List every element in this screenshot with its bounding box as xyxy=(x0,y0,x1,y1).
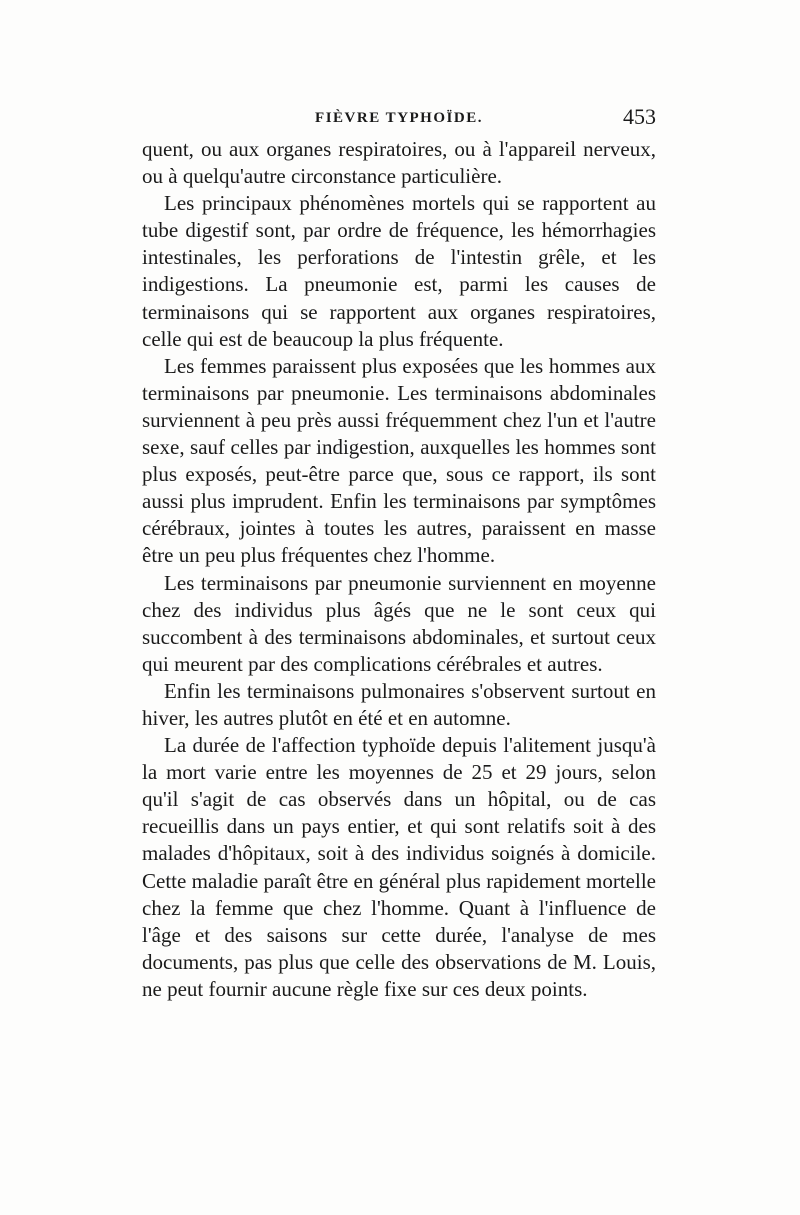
running-title: FIÈVRE TYPHOÏDE. xyxy=(315,110,483,126)
page-number: 453 xyxy=(623,104,656,129)
paragraph-pneumonia-age: Les terminaisons par pneumonie surviennent en moyenne chez des individus plus âgés que ne le sont ceux qui succombent à des terminaisons abdominales, et surtout ceux qui meurent par des complications cérébrales et autres. xyxy=(142,570,656,676)
paragraph-continuation: quent, ou aux organes respiratoires, ou à l'appareil nerveux, ou à quelqu'autre circonstance particulière. xyxy=(142,137,656,189)
page-header xyxy=(142,104,656,134)
paragraph-women-men: Les femmes paraissent plus exposées que les hommes aux terminaisons par pneumonie. Les terminaisons abdominales surviennent à peu près aussi fréquemment chez l'un et l'autre sexe, sauf celles par indigestion, auxquelles les hommes sont plus exposés, peut-être parce que, sous ce rapport, ils sont aussi plus imprudent. Enfin les terminaisons par symptômes cérébraux, jointes à toutes les autres, paraissent en masse être un peu plus fréquentes chez l'homme. xyxy=(142,353,656,568)
paragraph-digestive-phenomena: Les principaux phénomènes mortels qui se rapportent au tube digestif sont, par ordre de fréquence, les hémorrhagies intestinales, les perforations de l'intestin grêle, et les indigestions. La pneumonie est, parmi les causes de terminaisons qui se rapportent aux organes respiratoires, celle qui est de beaucoup la plus fréquente. xyxy=(142,191,656,351)
paragraph-seasons: Enfin les terminaisons pulmonaires s'observent surtout en hiver, les autres plutôt en été et en automne. xyxy=(142,678,656,730)
paragraph-duration: La durée de l'affection typhoïde depuis l'alitement jusqu'à la mort varie entre les moyennes de 25 et 29 jours, selon qu'il s'agit de cas observés dans un hôpital, ou de cas recueillis dans un pays entier, et qui sont relatifs soit à des malades d'hôpitaux, soit à des individus soignés à domicile. Cette maladie paraît être en général plus rapidement mortelle chez la femme que chez l'homme. Quant à l'influence de l'âge et des saisons sur cette durée, l'analyse de mes documents, pas plus que celle des observations de M. Louis, ne peut fournir aucune règle fixe sur ces deux points. xyxy=(142,733,656,1001)
body-text xyxy=(142,136,656,1003)
